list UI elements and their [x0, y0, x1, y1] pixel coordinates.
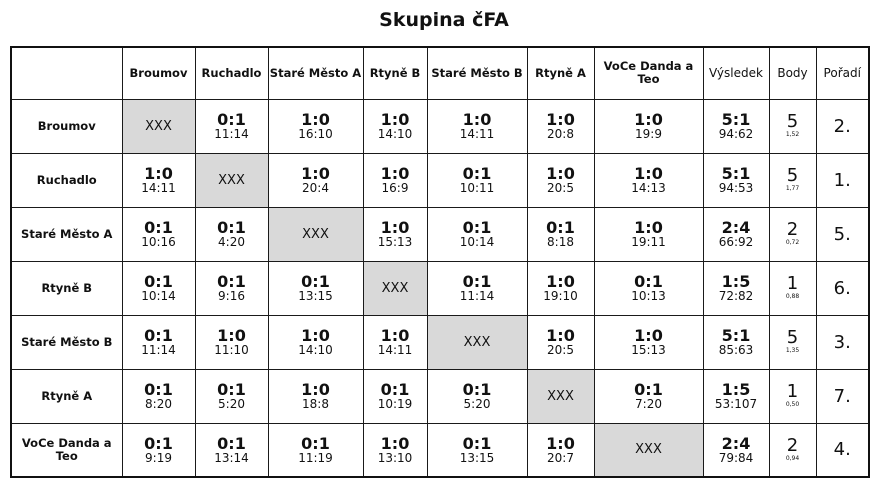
match-cell: [527, 261, 594, 315]
match-score: 0:1: [144, 380, 173, 399]
result-cell: [703, 423, 769, 477]
match-score: 0:1: [144, 433, 173, 453]
match-score: 1:0: [301, 326, 330, 345]
row-header-team: Staré Město B: [11, 315, 122, 369]
match-score: 1:0: [634, 110, 663, 129]
row-header-team: Rtyně B: [11, 261, 122, 315]
corner-header: [11, 47, 122, 99]
match-points: 10:16: [141, 235, 176, 249]
match-cell: [122, 369, 195, 423]
result-score: 5:1: [721, 326, 751, 345]
points-cell: [769, 423, 816, 477]
page-title: Skupina čFA: [379, 9, 509, 31]
match-score: 1:0: [301, 380, 330, 399]
match-points: 11:14: [214, 127, 249, 141]
match-points: 13:15: [298, 289, 333, 303]
match-points: 10:14: [141, 289, 176, 303]
result-points: 72:82: [718, 289, 754, 303]
col-header-result: Výsledek: [703, 47, 769, 99]
match-cell: [268, 99, 363, 153]
table-row: [11, 261, 869, 315]
match-cell: [195, 99, 268, 153]
match-cell: [594, 315, 703, 369]
match-points: 10:14: [459, 235, 495, 249]
match-points: 14:11: [141, 181, 176, 195]
points-ratio: 0,50: [785, 401, 800, 408]
match-cell: [363, 315, 427, 369]
col-header-team: Staré Město B: [427, 47, 527, 99]
points-value: 5: [786, 111, 799, 132]
match-points: 20:5: [547, 181, 574, 195]
match-points: 20:7: [547, 450, 574, 465]
match-points: 8:20: [145, 397, 172, 411]
result-score: 5:1: [721, 164, 751, 183]
match-cell: [594, 207, 703, 261]
match-cell: [268, 369, 363, 423]
points-ratio: 0,88: [785, 293, 800, 300]
row-header-team: Ruchadlo: [11, 153, 122, 207]
result-score: 2:4: [721, 433, 751, 453]
result-cell: [703, 315, 769, 369]
rank-cell: 4.: [816, 423, 869, 477]
match-cell: [363, 207, 427, 261]
match-cell: [527, 315, 594, 369]
match-points: 15:13: [631, 343, 666, 357]
points-value: 1: [786, 381, 799, 402]
col-header-rank: Pořadí: [816, 47, 869, 99]
group-table: [10, 46, 870, 478]
match-score: 1:0: [546, 272, 575, 291]
points-ratio: 1,35: [785, 347, 800, 354]
match-cell: [427, 423, 527, 477]
match-cell: [427, 261, 527, 315]
match-points: 15:13: [377, 235, 413, 249]
self-match-cell: XXX: [363, 261, 427, 315]
match-score: 0:1: [301, 433, 330, 453]
points-value: 2: [786, 219, 799, 240]
match-score: 1:0: [380, 218, 410, 237]
match-points: 13:10: [377, 450, 413, 465]
table-row: [11, 99, 869, 153]
points-cell: [769, 261, 816, 315]
match-cell: [122, 315, 195, 369]
match-points: 13:15: [459, 450, 495, 465]
points-cell: [769, 153, 816, 207]
table-row: [11, 315, 869, 369]
points-value: 5: [786, 327, 799, 348]
result-cell: [703, 153, 769, 207]
match-points: 19:10: [543, 289, 578, 303]
match-cell: [427, 153, 527, 207]
match-points: 19:9: [635, 127, 662, 141]
match-cell: [268, 423, 363, 477]
points-ratio: 0,72: [785, 239, 800, 246]
match-cell: [527, 423, 594, 477]
rank-cell: 2.: [816, 99, 869, 153]
col-header-team: Rtyně B: [363, 47, 427, 99]
result-points: 53:107: [714, 397, 758, 411]
match-score: 1:0: [301, 110, 330, 129]
match-score: 0:1: [144, 326, 173, 345]
match-points: 10:11: [459, 181, 495, 195]
points-value: 2: [786, 434, 799, 456]
rank-cell: 3.: [816, 315, 869, 369]
match-cell: [363, 153, 427, 207]
match-cell: [268, 153, 363, 207]
match-points: 14:13: [631, 181, 666, 195]
match-cell: [268, 315, 363, 369]
match-points: 20:4: [302, 181, 329, 195]
match-points: 18:8: [302, 397, 329, 411]
match-score: 0:1: [546, 218, 575, 237]
result-cell: [703, 207, 769, 261]
match-score: 1:0: [546, 326, 575, 345]
match-score: 1:0: [380, 326, 410, 345]
match-points: 5:20: [463, 397, 491, 411]
rank-cell: 5.: [816, 207, 869, 261]
points-cell: [769, 369, 816, 423]
row-header-team: Staré Město A: [11, 207, 122, 261]
match-points: 20:8: [547, 127, 574, 141]
match-score: 1:0: [217, 326, 246, 345]
match-cell: [363, 423, 427, 477]
result-points: 66:92: [718, 235, 754, 249]
points-ratio: 1,77: [785, 185, 800, 192]
self-match-cell: XXX: [594, 423, 703, 477]
match-score: 0:1: [462, 380, 492, 399]
col-header-team: VoCe Danda a Teo: [594, 47, 703, 99]
rank-cell: 1.: [816, 153, 869, 207]
result-score: 2:4: [721, 218, 751, 237]
match-cell: [195, 369, 268, 423]
result-cell: [703, 261, 769, 315]
match-cell: [527, 207, 594, 261]
points-cell: [769, 99, 816, 153]
match-points: 5:20: [218, 397, 245, 411]
match-cell: [195, 315, 268, 369]
match-points: 4:20: [218, 235, 245, 249]
match-score: 0:1: [462, 218, 492, 237]
match-cell: [122, 261, 195, 315]
match-score: 1:0: [380, 433, 410, 453]
match-score: 1:0: [634, 164, 663, 183]
self-match-cell: XXX: [195, 153, 268, 207]
col-header-team: Staré Město A: [268, 47, 363, 99]
match-points: 8:18: [547, 235, 574, 249]
result-score: 1:5: [721, 380, 751, 399]
match-score: 1:0: [144, 164, 173, 183]
table-row: [11, 369, 869, 423]
result-points: 85:63: [718, 343, 754, 357]
points-cell: [769, 207, 816, 261]
match-score: 1:0: [546, 110, 575, 129]
match-score: 0:1: [217, 380, 246, 399]
match-cell: [122, 153, 195, 207]
match-score: 1:0: [462, 110, 492, 129]
match-points: 11:14: [141, 343, 176, 357]
match-cell: [427, 369, 527, 423]
match-points: 7:20: [635, 397, 662, 411]
result-score: 1:5: [721, 272, 751, 291]
match-score: 0:1: [634, 272, 663, 291]
match-points: 10:19: [377, 397, 413, 411]
points-ratio: 0,94: [785, 454, 800, 462]
col-header-team: Ruchadlo: [195, 47, 268, 99]
match-cell: [527, 99, 594, 153]
match-score: 1:0: [301, 164, 330, 183]
match-cell: [594, 153, 703, 207]
table-row: [11, 423, 869, 477]
match-score: 0:1: [301, 272, 330, 291]
match-cell: [594, 261, 703, 315]
table-row: [11, 207, 869, 261]
match-score: 0:1: [144, 218, 173, 237]
match-points: 14:10: [377, 127, 413, 141]
self-match-cell: XXX: [527, 369, 594, 423]
match-points: 20:5: [547, 343, 574, 357]
match-cell: [594, 369, 703, 423]
match-cell: [527, 153, 594, 207]
match-points: 11:14: [459, 289, 495, 303]
result-cell: [703, 99, 769, 153]
result-cell: [703, 369, 769, 423]
match-score: 0:1: [217, 218, 246, 237]
result-points: 79:84: [718, 450, 754, 465]
row-header-team: Rtyně A: [11, 369, 122, 423]
match-cell: [427, 99, 527, 153]
match-score: 0:1: [462, 272, 492, 291]
header-row: [11, 47, 869, 99]
result-points: 94:62: [718, 127, 754, 141]
match-points: 16:9: [381, 181, 409, 195]
match-cell: [122, 207, 195, 261]
match-points: 19:11: [631, 235, 666, 249]
match-points: 9:19: [145, 450, 172, 465]
col-header-team: Rtyně A: [527, 47, 594, 99]
col-header-points: Body: [769, 47, 816, 99]
match-cell: [122, 423, 195, 477]
match-score: 0:1: [217, 272, 246, 291]
match-cell: [268, 261, 363, 315]
match-cell: [195, 423, 268, 477]
match-points: 9:16: [218, 289, 245, 303]
self-match-cell: XXX: [427, 315, 527, 369]
match-score: 0:1: [462, 164, 492, 183]
match-score: 1:0: [546, 164, 575, 183]
match-score: 0:1: [380, 380, 410, 399]
points-ratio: 1,52: [785, 131, 800, 138]
match-score: 0:1: [217, 433, 246, 453]
match-cell: [195, 261, 268, 315]
match-points: 11:19: [298, 450, 333, 465]
row-header-team: Broumov: [11, 99, 122, 153]
points-value: 1: [786, 273, 799, 294]
match-points: 14:11: [459, 127, 495, 141]
match-cell: [363, 369, 427, 423]
points-value: 5: [786, 165, 799, 186]
match-score: 0:1: [634, 380, 663, 399]
table-row: [11, 153, 869, 207]
match-cell: [195, 207, 268, 261]
row-header-team: VoCe Danda a Teo: [11, 423, 122, 477]
match-points: 11:10: [214, 343, 249, 357]
match-points: 13:14: [214, 450, 249, 465]
rank-cell: 7.: [816, 369, 869, 423]
match-score: 1:0: [380, 164, 410, 183]
match-cell: [427, 207, 527, 261]
match-cell: [363, 99, 427, 153]
match-points: 14:10: [298, 343, 333, 357]
self-match-cell: XXX: [122, 99, 195, 153]
match-points: 10:13: [631, 289, 666, 303]
self-match-cell: XXX: [268, 207, 363, 261]
match-score: 0:1: [144, 272, 173, 291]
match-points: 16:10: [298, 127, 333, 141]
result-score: 5:1: [721, 110, 751, 129]
match-score: 0:1: [217, 110, 246, 129]
match-score: 1:0: [634, 326, 663, 345]
match-score: 1:0: [546, 433, 575, 453]
result-points: 94:53: [718, 181, 754, 195]
match-cell: [594, 99, 703, 153]
match-score: 1:0: [380, 110, 410, 129]
rank-cell: 6.: [816, 261, 869, 315]
match-points: 14:11: [377, 343, 413, 357]
col-header-team: Broumov: [122, 47, 195, 99]
points-cell: [769, 315, 816, 369]
match-score: 0:1: [462, 433, 492, 453]
match-score: 1:0: [634, 218, 663, 237]
